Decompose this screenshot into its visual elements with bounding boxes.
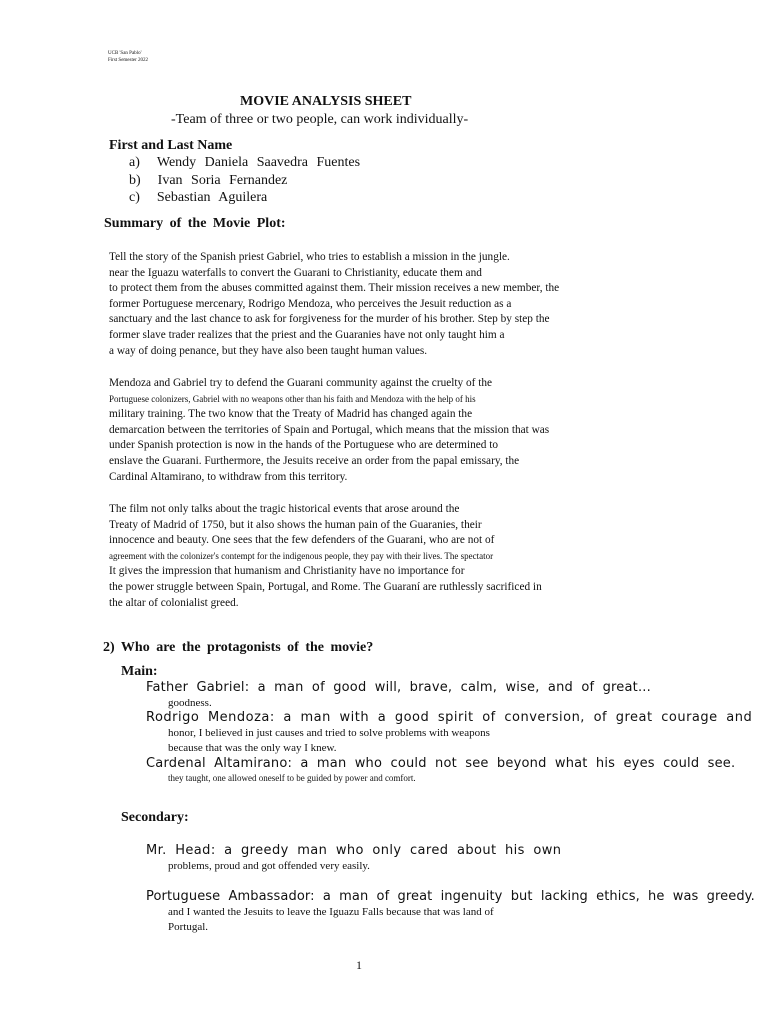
paragraph-line: near the Iguazu waterfalls to convert the Guarani to Christianity, educate them and <box>109 266 482 279</box>
paragraph-line: a way of doing penance, but they have also been taught human values. <box>109 344 428 357</box>
secondary-character-head-cont: problems, proud and got offended very easily. <box>168 860 370 872</box>
main-character-mendoza-cont: honor, I believed in just causes and tried to solve problems with weapons <box>168 727 490 739</box>
protagonists-heading: 2) Who are the protagonists of the movie? <box>103 640 374 655</box>
paragraph-line: the altar of colonialist greed. <box>109 596 239 609</box>
secondary-character-head: Mr. Head: a greedy man who only cared about his own <box>146 843 562 858</box>
secondary-character-ambassador-cont: and I wanted the Jesuits to leave the Iguazu Falls because that was land of <box>168 906 494 918</box>
main-character-gabriel-cont: goodness. <box>168 697 212 709</box>
page-title: MOVIE ANALYSIS SHEET <box>240 94 412 109</box>
paragraph-line: Cardinal Altamirano, to withdraw from this territory. <box>109 470 348 483</box>
page-subtitle: -Team of three or two people, can work individually- <box>171 112 469 127</box>
paragraph-line: former slave trader realizes that the priest and the Guaranies have not only taught him a <box>109 328 505 341</box>
paragraph-line: sanctuary and the last chance to ask for forgiveness for the murder of his brother. Step by step the <box>109 313 550 326</box>
secondary-character-ambassador-cont: Portugal. <box>168 921 209 933</box>
main-character-altamirano: Cardenal Altamirano: a man who could not see beyond what his eyes could see. <box>146 756 736 771</box>
secondary-label: Secondary: <box>121 810 189 825</box>
summary-paragraph-1 <box>109 250 559 359</box>
paragraph-line: demarcation between the territories of Spain and Portugal, which means that the mission that was <box>109 423 550 436</box>
main-character-mendoza: Rodrigo Mendoza: a man with a good spirit of conversion, of great courage and <box>146 710 753 725</box>
paragraph-line: Portuguese colonizers, Gabriel with no weapons other than his faith and Mendoza with the help of his <box>109 393 476 404</box>
page-number: 1 <box>356 958 362 972</box>
summary-heading: Summary of the Movie Plot: <box>104 216 286 231</box>
paragraph-line: Treaty of Madrid of 1750, but it also shows the human pain of the Guaranies, their <box>109 518 482 531</box>
main-character-mendoza-cont: because that was the only way I knew. <box>168 742 337 754</box>
paragraph-line: Tell the story of the Spanish priest Gabriel, who tries to establish a mission in the jungle. <box>109 251 510 263</box>
summary-paragraph-2 <box>109 376 549 485</box>
paragraph-line: The film not only talks about the tragic historical events that arose around the <box>109 503 460 515</box>
header-semester: First Semester 2022 <box>108 58 148 63</box>
paragraph-line: to protect them from the abuses committed against them. Their mission receives a new member, the <box>109 282 560 295</box>
header-institution: UCB 'San Pablo' <box>108 51 142 56</box>
secondary-character-ambassador: Portuguese Ambassador: a man of great ingenuity but lacking ethics, he was greedy. <box>146 889 755 904</box>
name-item-a: a) Wendy Daniela Saavedra Fuentes <box>129 155 361 170</box>
paragraph-line: innocence and beauty. One sees that the few defenders of the Guarani, who are not of <box>109 534 495 547</box>
name-item-c: c) Sebastian Aguilera <box>129 190 268 205</box>
summary-paragraph-3 <box>109 502 542 611</box>
paragraph-line: It gives the impression that humanism and Christianity have no importance for <box>109 565 465 578</box>
paragraph-line: agreement with the colonizer's contempt for the indigenous people, they pay with their lives. The spectator <box>109 550 494 561</box>
names-heading: First and Last Name <box>109 138 233 153</box>
paragraph-line: Mendoza and Gabriel try to defend the Guarani community against the cruelty of the <box>109 377 493 389</box>
main-character-altamirano-cont: they taught, one allowed oneself to be guided by power and comfort. <box>168 773 416 783</box>
paragraph-line: under Spanish protection is now in the hands of the Portuguese who are determined to <box>109 439 499 452</box>
main-character-gabriel: Father Gabriel: a man of good will, brave, calm, wise, and of great... <box>146 680 651 695</box>
paragraph-line: military training. The two know that the Treaty of Madrid has changed again the <box>109 408 473 421</box>
main-label: Main: <box>121 664 158 679</box>
name-item-b: b) Ivan Soria Fernandez <box>129 173 288 188</box>
paragraph-line: the power struggle between Spain, Portugal, and Rome. The Guaraní are ruthlessly sacrificed in <box>109 580 542 593</box>
paragraph-line: enslave the Guarani. Furthermore, the Jesuits receive an order from the papal emissary, the <box>109 454 520 467</box>
paragraph-line: former Portuguese mercenary, Rodrigo Mendoza, who perceives the Jesuit reduction as a <box>109 297 512 310</box>
